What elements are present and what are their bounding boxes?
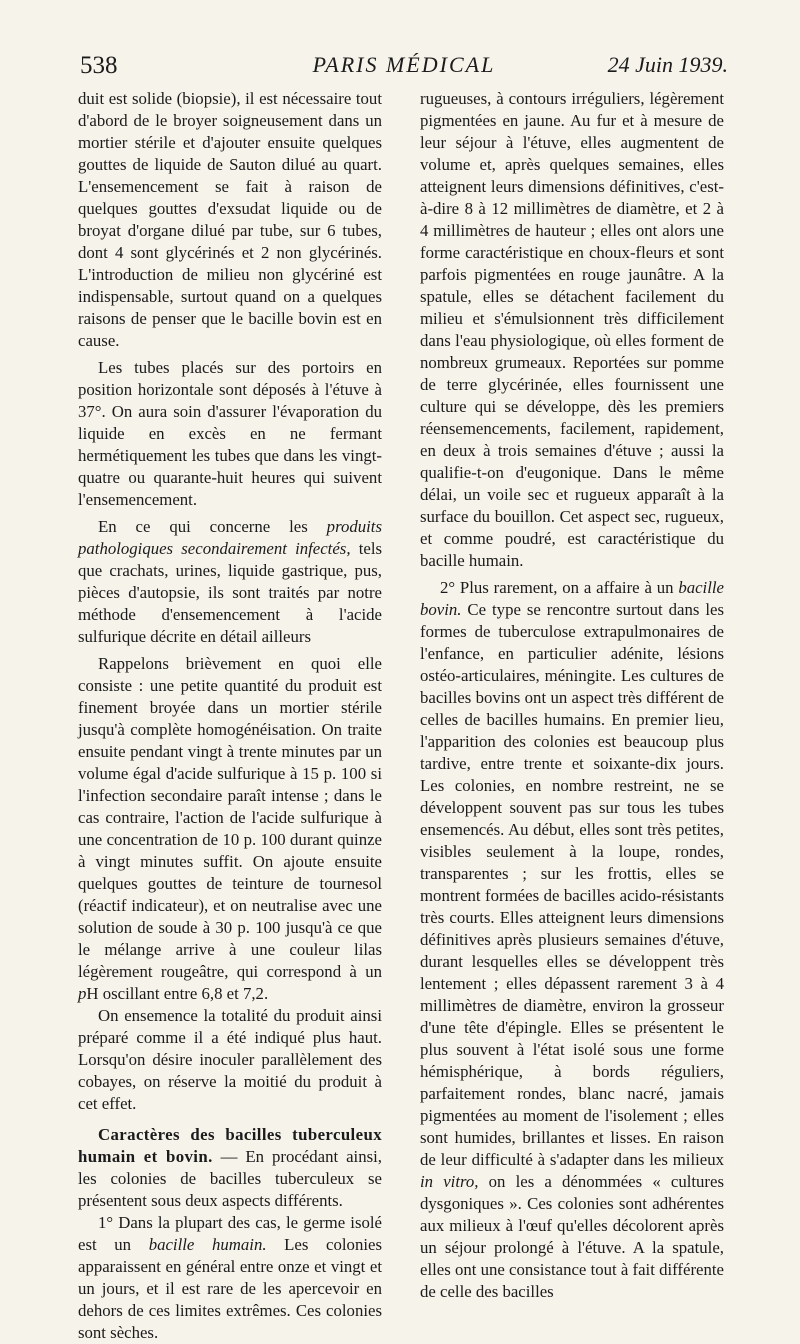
text-run: Les colonies apparaissent en général entre onze et vingt et un jours, et il est rare de les apercevoir en dehors de ces limites extrêmes. Ces colonies sont sèches. xyxy=(78,1235,382,1342)
page-number: 538 xyxy=(80,52,118,79)
journal-title: PARIS MÉDICAL xyxy=(312,52,496,77)
emphasis-term: produits pathologiques secondairement infectés, xyxy=(78,517,382,558)
paragraph-incubation: Les tubes placés sur des portoirs en position horizontale sont déposés à l'étuve à 37°. On aura soin d'assurer l'évaporation du liquide en excès en ne fermant hermétiquement les tubes que dans les vingt-quatre ou quarante-huit heures qui suivent l'ensemencement. xyxy=(78,358,382,509)
paragraph-inoculation: On ensemence la totalité du produit ainsi préparé comme il a été indiqué plus haut. Lorsqu'on désire inoculer parallèlement des cobayes, on réserve la moitié du produit à cet effet. xyxy=(78,1006,382,1113)
text-columns xyxy=(78,88,728,1342)
text-run: Rappelons brièvement en quoi elle consiste : une petite quantité du produit est finement broyée dans un mortier stérile jusqu'à complète homogénéisation. On traite ensuite pendant vingt à trente minutes par un volume égal d'acide sulfurique à 15 p. 100 si l'infection secondaire paraît intense ; dans le cas contraire, l'action de l'acide sulfurique à une concentration de 10 p. 100 durant quinze à vingt minutes suffit. On ajoute ensuite quelques gouttes de teinture de tournesol (réactif indicateur), et on neutralise avec une solution de soude à 30 p. 100 jusqu'à ce que le mélange arrive à une couleur lilas légèrement rougeâtre, qui correspond à un xyxy=(78,654,382,981)
paragraph-bovine-bacillus xyxy=(420,577,724,1303)
right-column xyxy=(420,88,724,1303)
paragraph-human-colonies: rugueuses, à contours irréguliers, légèrement pigmentées en jaune. Au fur et à mesure de leur séjour à l'étuve, elles augmentent de volume et, après quelques semaines, elles atteignent leurs dimensions définitives, c'est-à-dire 8 à 12 millimètres de diamètre, et 2 à 4 millimètres de hauteur ; elles ont alors une forme caractéristique en choux-fleurs et sont parfois pigmentées en rouge jaunâtre. A la spatule, elles se détachent facilement du milieu et s'émulsionnent très difficilement dans l'eau physiologique, où elles forment de nombreux grumeaux. Reportées sur pomme de terre glycérinée, elles fournissent une culture qui se développe, dès les premiers réensemencements, facilement, rapidement, en deux à trois semaines d'étuve ; aussi la qualifie-t-on d'eugonique. Dans le même délai, un voile sec et rugueux apparaît à la surface du bouillon. Cet aspect sec, rugueux, et comme poudré, est caractéristique du bacille humain. xyxy=(420,89,724,570)
issue-date: 24 Juin 1939. xyxy=(607,52,728,77)
ph-symbol: p xyxy=(78,984,87,1003)
section-bacilli-characteristics xyxy=(78,1124,382,1212)
text-run: tels que crachats, urines, liquide gastrique, pus, pièces d'autopsie, ils sont traités par notre méthode d'ensemencement à l'acide sulfurique décrite en détail ailleurs xyxy=(78,539,383,646)
text-run: En ce qui concerne les xyxy=(98,517,327,536)
paragraph-biopsy: duit est solide (biopsie), il est nécessaire tout d'abord de le broyer soigneusement dans un mortier stérile et d'ajouter ensuite quelques gouttes de liquide de Sauton dilué au quart. L'ensemencement se fait à raison de quelques gouttes d'exsudat liquide ou de broyat d'organe dilué par tube, sur 6 tubes, dont 4 sont glycérinés et 2 non glycérinés. L'introduction de milieu non glycériné est indispensable, surtout quand on a quelques raisons de penser que le bacille bovin est en cause. xyxy=(78,89,382,350)
emphasis-term: in vitro, xyxy=(420,1172,479,1191)
text-run: 2° Plus rarement, on a affaire à un xyxy=(440,578,679,597)
running-head xyxy=(80,52,728,82)
emphasis-term: bacille bovin. xyxy=(420,578,724,619)
text-run: on les a dénommées « cultures dysgoniques ». Ces colonies sont adhérentes aux milieux à l'œuf qu'elles décolorent après un séjour prolongé à l'étuve. A la spatule, elles ont une consistance tout à fait différente de celle des bacilles xyxy=(420,1172,724,1301)
text-run: — En procédant ainsi, les colonies de bacilles tuberculeux se présentent sous deux aspects différents. xyxy=(78,1147,382,1210)
paragraph-secondary-infections xyxy=(78,516,382,648)
text-run: Ce type se rencontre surtout dans les formes de tuberculose extrapulmonaires de l'enfance, en particulier adénite, lésions ostéo-articulaires, méningite. Les cultures de bacilles bovins ont un aspect très différent de celles de bacilles humains. En premier lieu, l'apparition des colonies est beaucoup plus tardive, entre trente et soixante-dix jours. Les colonies, en nombre restreint, ne se développent souvent pas sur tous les tubes ensemencés. Au début, elles sont très petites, visibles seulement à la loupe, rondes, transparentes ; sur les frottis, elles se montrent formées de bacilles acido-résistants très courts. Elles atteignent leurs dimensions définitives après plusieurs semaines d'étuve, durant lesquelles elles se développent très lentement ; elles dépassent rarement 3 à 4 millimètres de diamètre, environ la grosseur d'une tête d'épingle. Elles se présentent le plus souvent à l'état isolé sous une forme hémisphérique, à bords réguliers, parfaitement rondes, blanc nacré, jamais pigmentées au moment de l'isolement ; elles sont humides, brillantes et lisses. En raison de leur difficulté à s'adapter dans les milieux xyxy=(420,600,724,1169)
paragraph-human-bacillus xyxy=(78,1212,382,1344)
section-heading: Caractères des bacilles tuberculeux humain et bovin. xyxy=(78,1125,382,1166)
text-run: H oscillant entre 6,8 et 7,2. xyxy=(86,984,269,1003)
emphasis-term: bacille humain. xyxy=(148,1235,267,1254)
left-column xyxy=(78,88,382,1344)
text-run: 1° Dans la plupart des cas, le germe isolé est un xyxy=(78,1213,382,1254)
paragraph-sulfuric-method xyxy=(78,653,382,1005)
